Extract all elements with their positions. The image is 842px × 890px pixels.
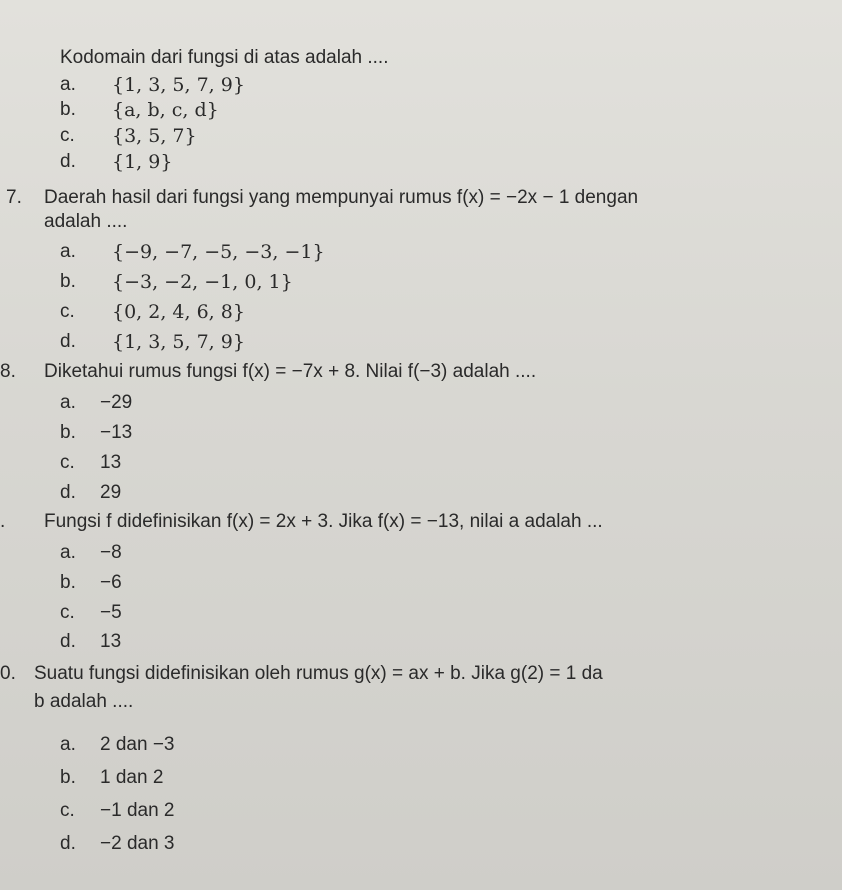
option-letter: c. bbox=[60, 452, 75, 473]
q8-text: Diketahui rumus fungsi f(x) = −7x + 8. Nilai f(−3) adalah .... bbox=[44, 361, 537, 382]
q10-text-line1: Suatu fungsi didefinisikan oleh rumus g(x) = ax + b. Jika g(2) = 1 da bbox=[34, 663, 603, 684]
option-letter: d. bbox=[60, 151, 76, 172]
option-value: 13 bbox=[100, 452, 122, 473]
option-letter: a. bbox=[60, 74, 76, 95]
q7-text-line2: adalah .... bbox=[44, 211, 128, 232]
option-letter: c. bbox=[60, 301, 75, 322]
option-value: {−9, −7, −5, −3, −1} bbox=[112, 241, 325, 263]
option-value: −2 dan 3 bbox=[100, 833, 175, 854]
option-letter: d. bbox=[60, 631, 76, 652]
option-letter: c. bbox=[60, 800, 75, 821]
option-letter: a. bbox=[60, 542, 76, 563]
option-value: 29 bbox=[100, 482, 122, 503]
option-value: {1, 9} bbox=[112, 151, 173, 173]
option-letter: b. bbox=[60, 99, 76, 120]
option-letter: b. bbox=[60, 422, 76, 443]
q7-text-line1: Daerah hasil dari fungsi yang mempunyai rumus f(x) = −2x − 1 dengan bbox=[44, 187, 639, 208]
q8-number: 8. bbox=[0, 361, 16, 382]
option-value: −8 bbox=[100, 542, 122, 563]
option-value: 2 dan −3 bbox=[100, 734, 175, 755]
option-value: {−3, −2, −1, 0, 1} bbox=[112, 271, 293, 293]
option-letter: a. bbox=[60, 392, 76, 413]
option-letter: d. bbox=[60, 482, 76, 503]
option-letter: b. bbox=[60, 767, 76, 788]
option-value: {a, b, c, d} bbox=[112, 99, 219, 121]
option-letter: d. bbox=[60, 833, 76, 854]
option-letter: d. bbox=[60, 331, 76, 352]
q9-text: Fungsi f didefinisikan f(x) = 2x + 3. Jika f(x) = −13, nilai a adalah ... bbox=[44, 511, 603, 532]
q10-text-line2: b adalah .... bbox=[34, 691, 134, 712]
q7-number: 7. bbox=[6, 187, 22, 208]
option-value: {3, 5, 7} bbox=[112, 125, 197, 147]
option-value: −5 bbox=[100, 602, 122, 623]
option-letter: b. bbox=[60, 572, 76, 593]
option-value: 13 bbox=[100, 631, 122, 652]
option-value: {1, 3, 5, 7, 9} bbox=[112, 74, 245, 96]
option-letter: a. bbox=[60, 241, 76, 262]
q6-text: Kodomain dari fungsi di atas adalah .... bbox=[60, 47, 389, 68]
option-value: −13 bbox=[100, 422, 133, 443]
q9-number: . bbox=[0, 511, 6, 532]
option-value: 1 dan 2 bbox=[100, 767, 164, 788]
option-value: −29 bbox=[100, 392, 133, 413]
option-letter: b. bbox=[60, 271, 76, 292]
option-value: −1 dan 2 bbox=[100, 800, 175, 821]
option-value: −6 bbox=[100, 572, 122, 593]
option-value: {0, 2, 4, 6, 8} bbox=[112, 301, 245, 323]
option-letter: a. bbox=[60, 734, 76, 755]
q10-number: 0. bbox=[0, 663, 16, 684]
option-letter: c. bbox=[60, 602, 75, 623]
option-value: {1, 3, 5, 7, 9} bbox=[112, 331, 245, 353]
option-letter: c. bbox=[60, 125, 75, 146]
